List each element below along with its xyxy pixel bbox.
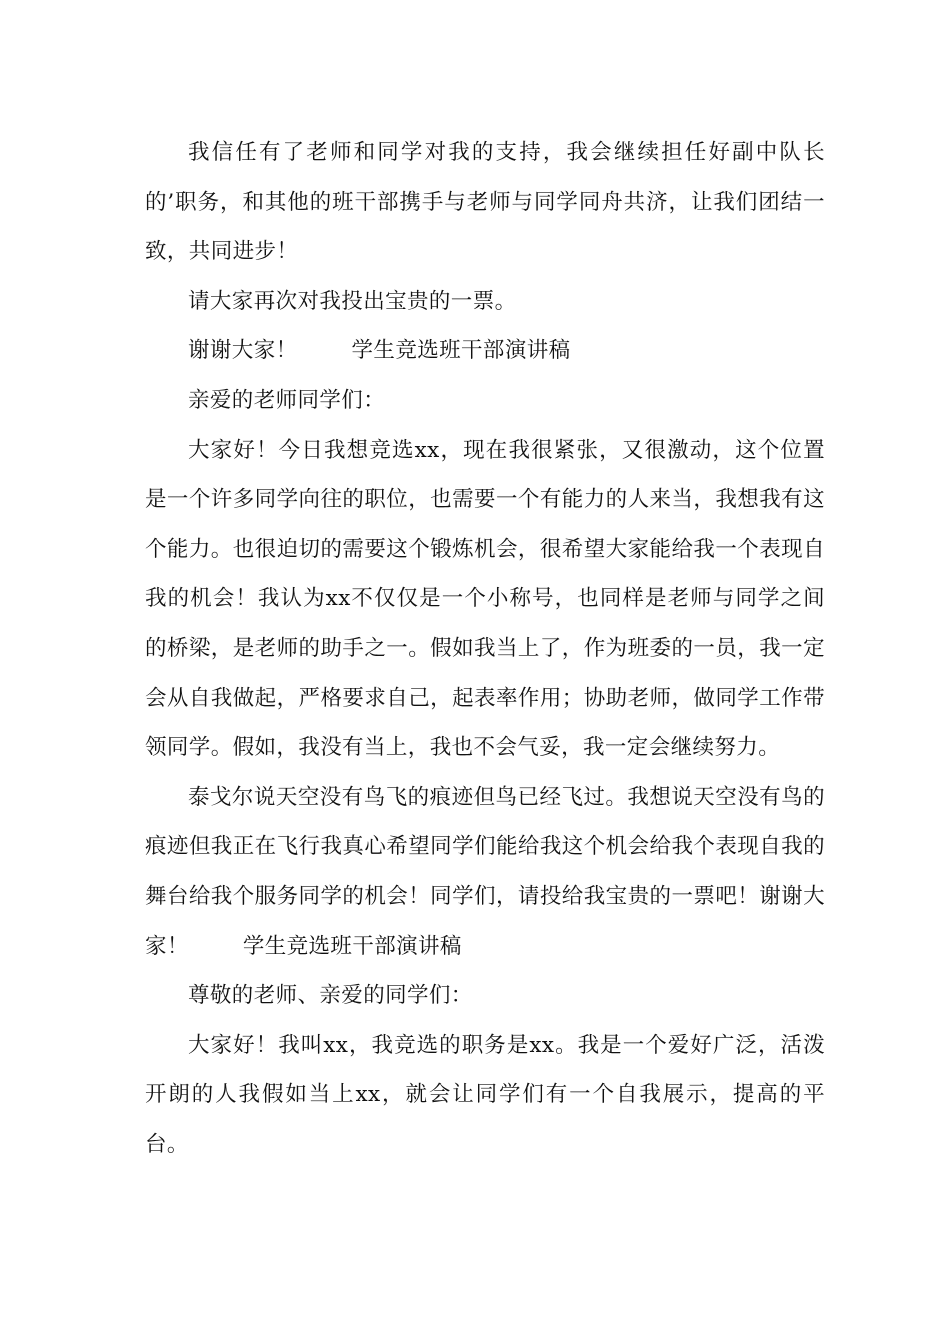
document-body: [145, 128, 825, 1169]
paragraph-text: 请大家再次对我投出宝贵的一票。: [188, 288, 517, 314]
paragraph-tagore: [145, 773, 825, 971]
paragraph-text: 大家好！今日我想竞选xx，现在我很紧张，又很激动，这个位置是一个许多同学向往的职位，也需要一个有能力的人来当，我想我有这个能力。也很迫切的需要这个锻炼机会，很希望大家能给我一个表现自我的机会！我认为xx不仅仅是一个小称号，也同样是老师与同学之间的桥梁，是老师的助手之一。假如我当上了，作为班委的一员，我一定会从自我做起，严格要求自己，起表率作用；协助老师，做同学工作带领同学。假如，我没有当上，我也不会气妥，我一定会继续努力。: [145, 437, 825, 761]
speech-title: 学生竞选班干部演讲稿: [242, 933, 462, 959]
paragraph-text: 我信任有了老师和同学对我的支持，我会继续担任好副中队长的’职务，和其他的班干部携手与老师与同学同舟共济，让我们团结一致，共同进步！: [145, 140, 825, 265]
salutation-text: 亲爱的老师同学们：: [188, 387, 386, 413]
paragraph-main-speech: [145, 426, 825, 773]
paragraph-salutation: [145, 376, 825, 426]
paragraph-text: 泰戈尔说天空没有鸟飞的痕迹但鸟已经飞过。我想说天空没有鸟的痕迹但我正在飞行我真心希望同学们能给我这个机会给我个表现自我的舞台给我个服务同学的机会！同学们，请投给我宝贵的一票吧！谢谢大家！: [145, 784, 825, 959]
paragraph-thanks-title: [145, 326, 825, 376]
paragraph-text: 大家好！我叫xx，我竞选的职务是xx。我是一个爱好广泛，活泼开朗的人我假如当上xx，就会让同学们有一个自我展示，提高的平台。: [145, 1032, 825, 1157]
paragraph-intro: [145, 1021, 825, 1170]
thanks-text: 谢谢大家！: [188, 338, 298, 364]
salutation-text: 尊敬的老师、亲爱的同学们：: [188, 983, 473, 1009]
speech-title: 学生竞选班干部演讲稿: [351, 338, 571, 364]
paragraph-vote-request: [145, 277, 825, 327]
paragraph-support: [145, 128, 825, 277]
paragraph-salutation-2: [145, 971, 825, 1021]
